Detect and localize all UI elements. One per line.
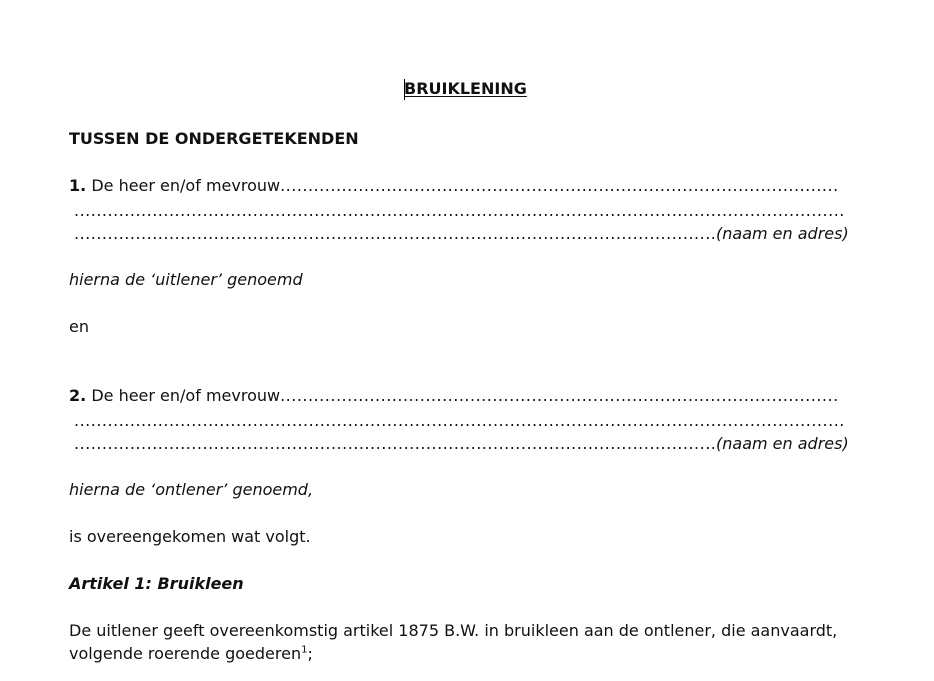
party2-label: De heer en/of mevrouw <box>91 386 281 405</box>
party2-hint: (naam en adres) <box>716 434 849 453</box>
party1-label: De heer en/of mevrouw <box>91 176 281 195</box>
parties-heading: TUSSEN DE ONDERGETEKENDEN <box>69 129 359 148</box>
party2-line3 <box>74 433 849 455</box>
party1-line2 <box>74 200 846 222</box>
party1-line3 <box>74 223 849 245</box>
party1-fill-dots-1 <box>280 175 840 197</box>
article1-body-end: ; <box>307 644 313 663</box>
article1-body-line2 <box>69 643 313 665</box>
document-title: BRUIKLENING <box>404 79 527 98</box>
party2-fill-dots-3 <box>74 433 714 455</box>
party1-fill-dots-2 <box>74 200 846 222</box>
party1-hint: (naam en adres) <box>716 224 849 243</box>
article1-heading: Artikel 1: Bruikleen <box>69 574 244 593</box>
article1-body-line1: De uitlener geeft overeenkomstig artikel 1875 B.W. in bruikleen aan de ontlener, die aanvaardt, <box>69 621 838 640</box>
party1-role: hierna de ‘uitlener’ genoemd <box>69 270 303 289</box>
party2-line1 <box>69 385 840 407</box>
party2-fill-dots-1 <box>280 385 840 407</box>
footnote-reference[interactable]: 1 <box>301 644 308 656</box>
party2-fill-dots-2 <box>74 410 846 432</box>
party2-number: 2. <box>69 386 87 405</box>
party2-line2 <box>74 410 846 432</box>
party2-role: hierna de ‘ontlener’ genoemd, <box>69 480 314 499</box>
party1-fill-dots-3 <box>74 223 714 245</box>
article1-body-text: volgende roerende goederen <box>69 644 302 663</box>
agreement-text: is overeengekomen wat volgt. <box>69 527 311 546</box>
party1-line1 <box>69 175 840 197</box>
connector-text: en <box>69 317 89 336</box>
party1-number: 1. <box>69 176 87 195</box>
